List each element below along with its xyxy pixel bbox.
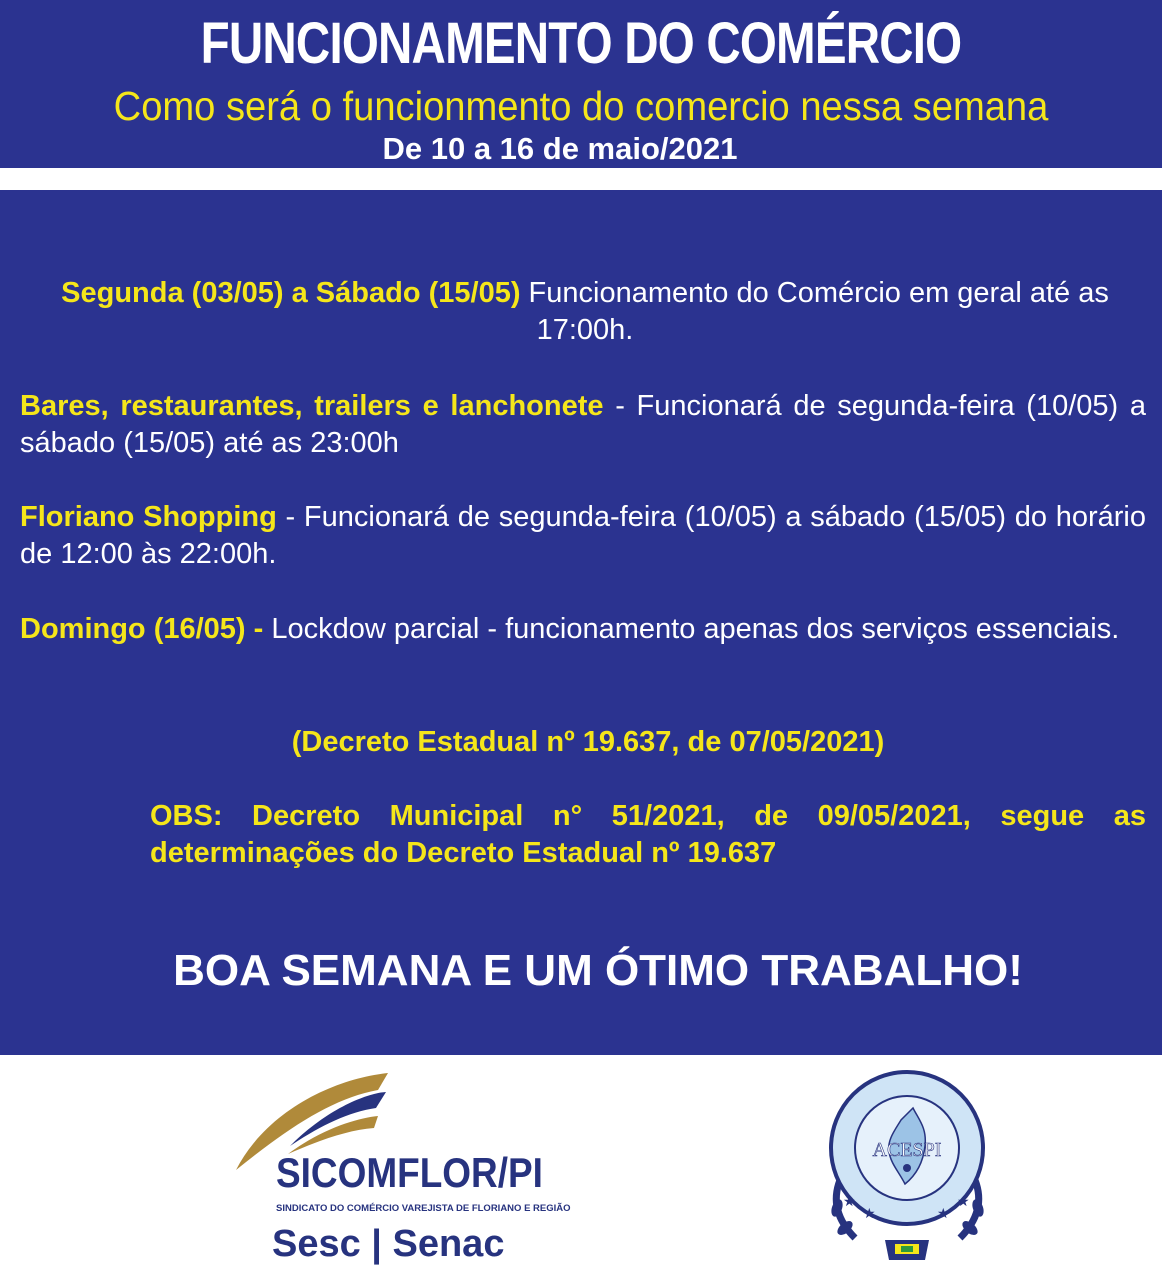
item-sunday [20,611,1146,648]
item-text: Lockdow parcial - funcionamento apenas dos serviços essenciais. [263,613,1120,645]
svg-text:★: ★ [843,1193,856,1209]
date-range: De 10 a 16 de maio/2021 [382,131,738,166]
acespi-emblem [815,1068,1000,1273]
item-label: Floriano Shopping [20,501,277,533]
sicomflor-tagline: SINDICATO DO COMÉRCIO VAREJISTA DE FLORIANO E REGIÃO [276,1203,571,1214]
item-text: - Funcionará de segunda-feira (10/05) a sábado (15/05) do horário de 12:00 às 22:00h. [20,501,1146,570]
svg-text:★: ★ [937,1205,950,1221]
svg-text:★: ★ [957,1193,970,1209]
header-banner [0,0,1162,168]
sicomflor-name: SICOMFLOR/PI [276,1149,543,1196]
item-shopping [20,499,1146,573]
item-text: - Funcionará de segunda-feira (10/05) a sábado (15/05) até as 23:00h [20,390,1147,459]
divider-stripe [0,168,1162,190]
item-weekdays [30,275,1140,349]
item-label: Domingo (16/05) - [20,613,264,645]
page-title: FUNCIONAMENTO DO COMÉRCIO [200,11,962,76]
content-panel [0,190,1162,1055]
item-label: Bares, restaurantes, trailers e lanchonete [20,390,604,422]
acespi-acronym: ACESPI [872,1139,942,1161]
item-label: Segunda (03/05) a Sábado (15/05) [61,277,521,309]
item-text: Funcionamento do Comércio em geral até as 17:00h. [520,277,1109,346]
item-bars [20,388,1146,462]
obs-note: OBS: Decreto Municipal n° 51/2021, de 09/05/2021, segue as determinações do Decreto Estadual nº 19.637 [150,800,1146,869]
decree-note: (Decreto Estadual nº 19.637, de 07/05/2021) [291,726,885,758]
svg-text:★: ★ [863,1205,876,1221]
sesc-senac-logo: Sesc | Senac [272,1223,505,1265]
closing-message: BOA SEMANA E UM ÓTIMO TRABALHO! [173,946,1023,995]
page-subtitle: Como será o funcionmento do comercio nessa semana [113,83,1049,129]
